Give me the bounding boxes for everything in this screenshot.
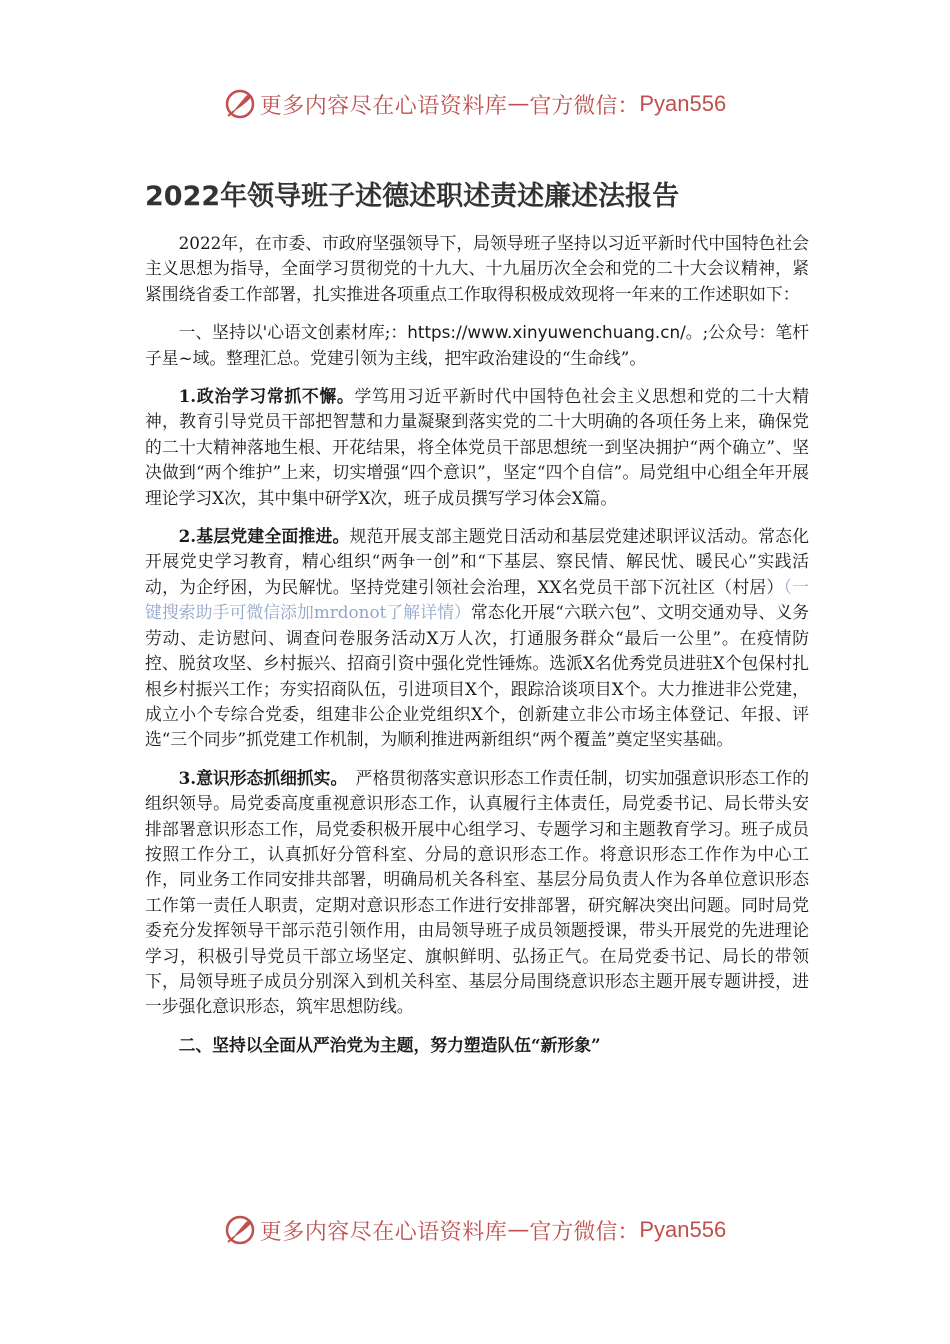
quill-logo-icon	[224, 88, 256, 120]
footer-banner	[0, 1210, 950, 1250]
banner-separator: —	[507, 91, 530, 117]
item2-heading: 2.基层党建全面推进。	[178, 526, 350, 547]
banner-wechat-id: Pyan556	[639, 91, 727, 116]
section2-heading	[145, 1033, 809, 1058]
item3-heading: 3.意识形态抓细抓实。	[178, 767, 339, 788]
section1-heading	[145, 320, 809, 371]
item1-body: 学笃用习近平新时代中国特色社会主义思想和党的二十大精神，教育引导党员干部把智慧和力量凝聚到落实党的二十大明确的各项任务上来，确保党的二十大精神落地生根、开花结果，将全体党员干部思想统一到坚决拥护“两个确立”、坚决做到“两个维护”上来，切实增强“四个意识”，坚定“四个自信”。局党组中心组全年开展理论学习X次，其中集中研学X次，班子成员撰写学习体会X篇。	[145, 386, 809, 508]
section1-url: https://www.xinyuwenchuang.cn/	[407, 322, 686, 343]
item1-paragraph	[145, 384, 809, 511]
section1-prefix: 一、坚持以'心语文创素材库;：	[178, 322, 408, 343]
quill-logo-icon	[224, 1214, 256, 1246]
section2-heading-text: 二、坚持以全面从严治党为主题，努力塑造队伍“新形象”	[178, 1034, 601, 1055]
item2-body-a: 规范开展支部主题党日活动和基层党建述职评议活动。常态化开展党史学习教育，精心组织“两争一创”和“下基层、察民情、解民忧、暖民心”实践活动，为企纾困，为民解忧。坚持党建引领社会治理，XX名党员干部下沉社区（村居）	[145, 526, 809, 597]
banner-wechat-label: 官方微信：	[529, 1219, 640, 1245]
search-helper-link[interactable]: （一键搜索助手可微信添加mrdonot了解详情）	[145, 576, 809, 623]
item2-paragraph	[145, 524, 809, 753]
banner-separator: —	[507, 1217, 530, 1243]
banner-text: 更多内容尽在心语资料库	[259, 93, 508, 119]
document-title: 2022年领导班子述德述职述责述廉述法报告	[145, 181, 680, 212]
banner-text: 更多内容尽在心语资料库	[259, 1219, 508, 1245]
banner-wechat-label: 官方微信：	[529, 93, 640, 119]
document-body	[145, 231, 809, 1071]
item3-paragraph	[145, 766, 809, 1020]
banner-wechat-id: Pyan556	[639, 1217, 727, 1242]
item3-body: 严格贯彻落实意识形态工作责任制，切实加强意识形态工作的组织领导。局党委高度重视意识形态工作，认真履行主体责任，局党委书记、局长带头安排部署意识形态工作，局党委积极开展中心组学习、专题学习和主题教育学习。班子成员按照工作分工，认真抓好分管科室、分局的意识形态工作。将意识形态工作作为中心工作，同业务工作同安排共部署，明确局机关各科室、基层分局负责人作为各单位意识形态工作第一责任人职责，定期对意识形态工作进行安排部署，研究解决突出问题。同时局党委充分发挥领导干部示范引领作用，由局领导班子成员领题授课，带头开展党的先进理论学习，积极引导党员干部立场坚定、旗帜鲜明、弘扬正气。在局党委书记、局长的带领下，局领导班子成员分别深入到机关科室、基层分局围绕意识形态主题开展专题讲授，进一步强化意识形态，筑牢思想防线。	[145, 767, 809, 1017]
item1-heading: 1.政治学习常抓不懈。	[178, 386, 355, 407]
header-banner	[0, 84, 950, 124]
section1-suffix: 。;公众号：笔杆子星~域。整理汇总。党建引领为主线，把牢政治建设的“生命线”。	[145, 322, 809, 368]
item2-body-b: 常态化开展“六联六包”、文明交通劝导、义务劳动、走访慰问、调查问卷服务活动X万人次，打通服务群众“最后一公里”。在疫情防控、脱贫攻坚、乡村振兴、招商引资中强化党性锤炼。选派X名优秀党员进驻X个包保村扎根乡村振兴工作；夯实招商队伍，引进项目X个，跟踪洽谈项目X个。大力推进非公党建，成立小个专综合党委，组建非公企业党组织X个，创新建立非公市场主体登记、年报、评选“三个同步”抓党建工作机制，为顺利推进两新组织“两个覆盖”奠定坚实基础。	[145, 602, 809, 750]
intro-paragraph: 2022年，在市委、市政府坚强领导下，局领导班子坚持以习近平新时代中国特色社会主义思想为指导，全面学习贯彻党的十九大、十九届历次全会和党的二十大会议精神，紧紧围绕省委工作部署，扎实推进各项重点工作取得积极成效现将一年来的工作述职如下：	[145, 233, 809, 304]
